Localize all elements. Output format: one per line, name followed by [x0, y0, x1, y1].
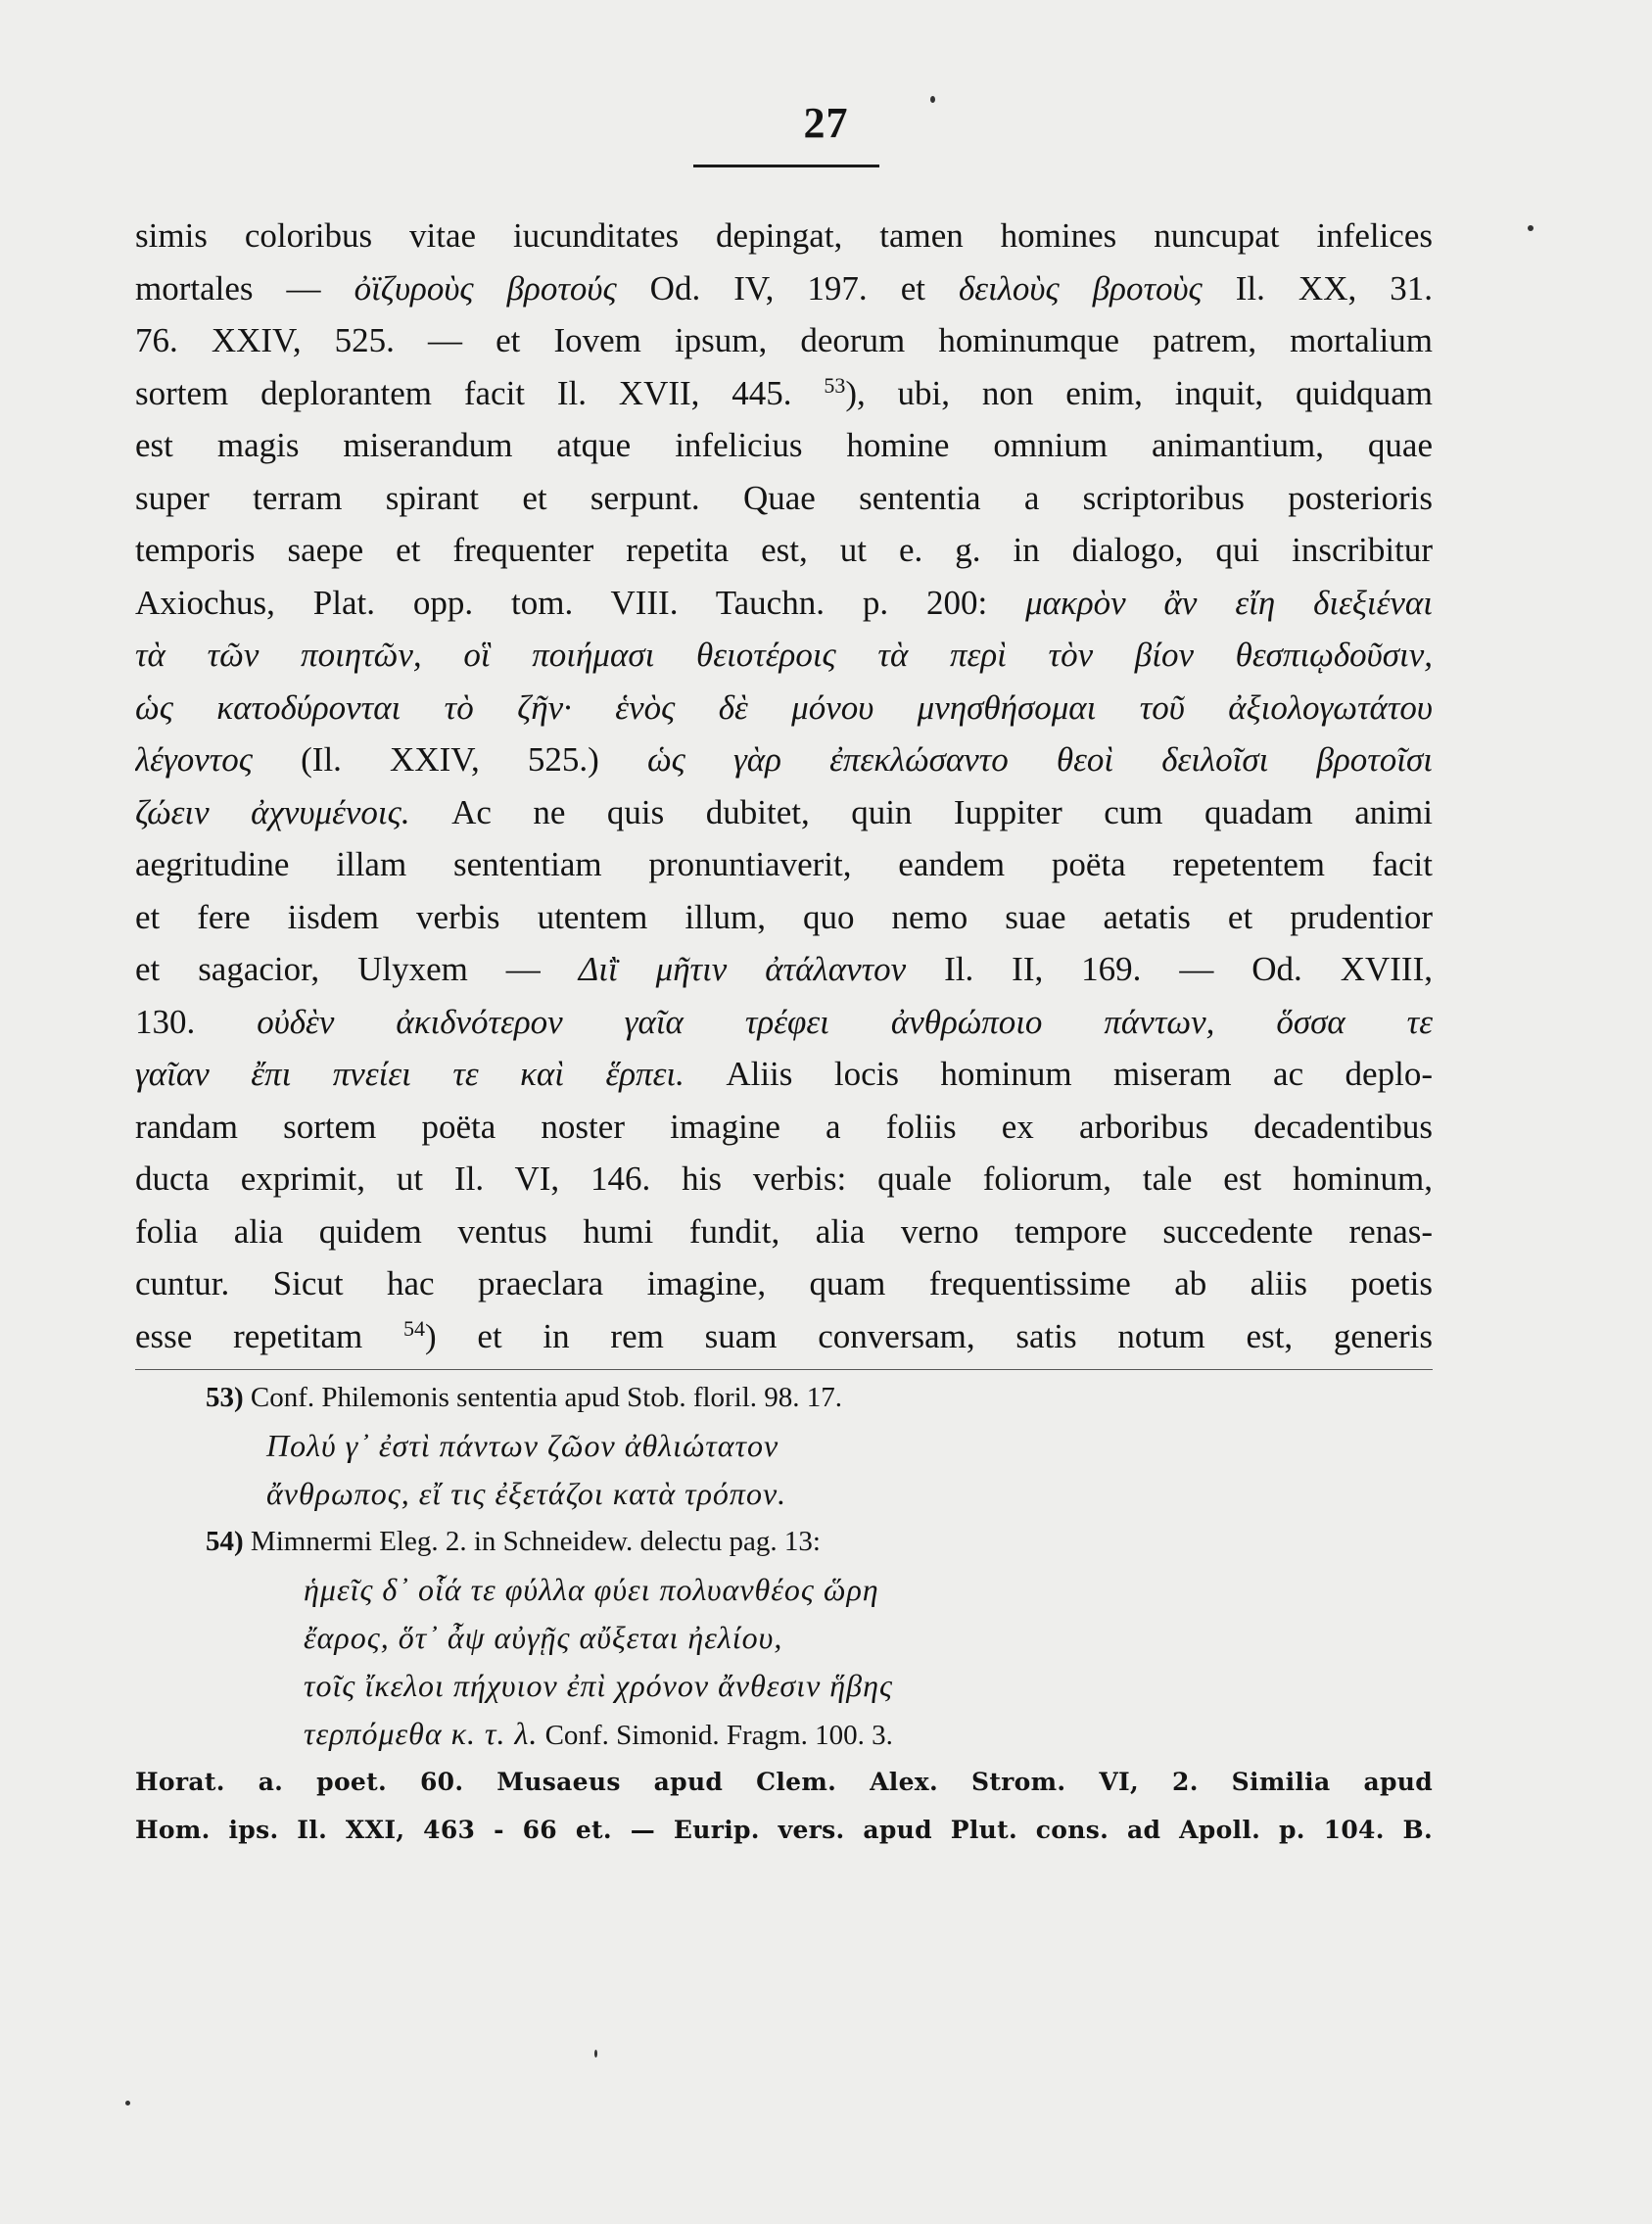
text-line [135, 210, 1433, 262]
latin-text: esse repetitam [135, 1316, 403, 1355]
latin-text: 76. XXIV, 525. — et Iovem ipsum, deorum hominumque patrem, mortalium [135, 321, 1433, 359]
footnote-54-reference: Conf. Simonid. Fragm. 100. 3. [538, 1720, 893, 1751]
latin-text: sortem deplorantem facit Il. XVII, 445. [135, 373, 825, 412]
footnote-marker-53: 53) [206, 1382, 244, 1413]
page-number: 27 [803, 99, 849, 147]
footnote-53-verse-line: Πολύ γ᾽ ἐστὶ πάντων ζῶον ἀθλιώτατον [266, 1428, 779, 1463]
text-line [135, 472, 1433, 525]
greek-text: λέγοντος [135, 740, 254, 779]
latin-text: et fere iisdem verbis utentem illum, quo nemo suae aetatis et prudentior [135, 897, 1433, 936]
print-speck [1528, 225, 1534, 231]
text-line [135, 1101, 1433, 1154]
footnote-reference: 54 [403, 1315, 425, 1341]
footnote-54 [135, 1518, 1433, 1566]
greek-text: οὐδὲν ἀκιδνότερον γαῖα τρέφει ἀνθρώποιο πάντων, ὅσσα τε [257, 1002, 1433, 1041]
latin-text: mortales — [135, 268, 354, 308]
text-line [135, 733, 1433, 786]
text-line [135, 314, 1433, 367]
greek-text: ὡς κατοδύρονται τὸ ζῆν· ἑνὸς δὲ μόνου μνησθήσομαι τοῦ ἀξιολογωτάτου [135, 687, 1433, 727]
latin-text: Od. IV, 197. et [616, 268, 959, 308]
footnote-53-text: Conf. Philemonis sententia apud Stob. floril. 98. 17. [250, 1382, 843, 1413]
latin-text: ) et in rem suam conversam, satis notum est, generis [425, 1316, 1433, 1355]
greek-text: Διῒ μῆτιν ἀτάλαντον [578, 950, 907, 988]
latin-text: temporis saepe et frequenter repetita est, ut e. g. in dialogo, qui inscribitur [135, 531, 1433, 569]
latin-text: est magis miserandum atque infelicius homine omnium animantium, quae [135, 426, 1433, 464]
latin-text: aegritudine illam sententiam pronuntiaverit, eandem poëta repetentem facit [135, 845, 1433, 883]
latin-text: Il. XX, 31. [1202, 268, 1433, 308]
text-line [135, 367, 1433, 420]
footnotes [135, 1374, 1433, 1854]
text-line [135, 891, 1433, 944]
text-line [135, 629, 1433, 682]
text-line [135, 1153, 1433, 1206]
greek-text: ζώειν ἀχνυμένοις. [135, 792, 410, 831]
text-line [135, 1257, 1433, 1310]
footnote-closing-line: Horat. a. poet. 60. Musaeus apud Clem. Alex. Strom. VI, 2. Similia apud [135, 1768, 1433, 1796]
footnote-closing-line: Hom. ips. Il. XXI, 463 - 66 et. — Eurip. vers. apud Plut. cons. ad Apoll. p. 104. B. [135, 1816, 1433, 1844]
greek-text: ὡς γὰρ ἐπεκλώσαντο θεοὶ δειλοῖσι βροτοῖσι [646, 740, 1433, 779]
footnote-54-last-line [135, 1710, 1433, 1758]
greek-text: δειλοὺς βροτοὺς [958, 268, 1203, 308]
latin-text: Ac ne quis dubitet, quin Iuppiter cum quadam animi [409, 792, 1433, 831]
footnote-marker-54: 54) [206, 1526, 244, 1557]
text-line [135, 1310, 1433, 1363]
footnote-53-verse-line: ἄνθρωπος, εἴ τις ἐξετάζοι κατὰ τρόπον. [266, 1476, 787, 1511]
text-line [135, 1206, 1433, 1258]
greek-text: γαῖαν ἔπι πνείει τε καὶ ἕρπει. [135, 1055, 684, 1093]
text-line [135, 524, 1433, 577]
text-line [135, 996, 1433, 1049]
footnote-54-greek-end: τερπόμεθα κ. τ. λ. [304, 1716, 539, 1751]
footnote-53 [135, 1374, 1433, 1422]
latin-text: randam sortem poëta noster imagine a foliis ex arboribus decadentibus [135, 1107, 1433, 1146]
latin-text: Il. II, 169. — Od. XVIII, [906, 950, 1433, 988]
footnote-rule [135, 1369, 1433, 1370]
header-rule [693, 165, 879, 167]
footnote-54-verse-line: ἡμεῖς δ᾽ οἷά τε φύλλα φύει πολυανθέος ὥρη [304, 1572, 879, 1607]
greek-text: ὀϊζυροὺς βροτούς [354, 268, 617, 308]
text-line [135, 786, 1433, 839]
main-text [135, 210, 1433, 1362]
latin-text: folia alia quidem ventus humi fundit, alia verno tempore succedente renas- [135, 1211, 1433, 1251]
text-line [135, 419, 1433, 472]
footnote-54-verse-line: ἔαρος, ὅτ᾽ ἆψ αὐγῇς αὔξεται ἠελίου, [304, 1620, 783, 1655]
text-line [135, 262, 1433, 315]
print-speck [930, 96, 935, 103]
text-line [135, 943, 1433, 996]
latin-text: ducta exprimit, ut Il. VI, 146. his verbis: quale foliorum, tale est hominum, [135, 1159, 1433, 1198]
latin-text: super terram spirant et serpunt. Quae sententia a scriptoribus posterioris [135, 478, 1433, 517]
text-line [135, 838, 1433, 891]
text-line [135, 577, 1433, 630]
text-line [135, 682, 1433, 734]
footnote-54-text: Mimnermi Eleg. 2. in Schneidew. delectu pag. 13: [250, 1526, 821, 1557]
latin-text: (Il. XXIV, 525.) [253, 740, 647, 779]
latin-text: ), ubi, non enim, inquit, quidquam [845, 373, 1433, 412]
latin-text: cuntur. Sicut hac praeclara imagine, quam frequentissime ab aliis poetis [135, 1264, 1433, 1302]
greek-text: μακρὸν ἂν εἴη διεξιέναι [1025, 583, 1433, 622]
latin-text: et sagacior, Ulyxem — [135, 950, 579, 988]
latin-text: 130. [135, 1002, 258, 1041]
print-speck [125, 2101, 130, 2106]
latin-text: Axiochus, Plat. opp. tom. VIII. Tauchn. p. 200: [135, 583, 1026, 622]
footnote-reference: 53 [824, 372, 846, 398]
print-speck [594, 2050, 597, 2058]
greek-text: τὰ τῶν ποιητῶν, οἳ ποιήμασι θειοτέροις τὰ περὶ τὸν βίον θεσπιῳδοῦσιν, [135, 636, 1433, 674]
text-line [135, 1048, 1433, 1101]
latin-text: simis coloribus vitae iucunditates depingat, tamen homines nuncupat infelices [135, 216, 1433, 255]
latin-text: Aliis locis hominum miseram ac deplo- [684, 1055, 1433, 1093]
footnote-54-verse-line: τοῖς ἴκελοι πήχυιον ἐπὶ χρόνον ἄνθεσιν ἥβης [304, 1668, 893, 1703]
